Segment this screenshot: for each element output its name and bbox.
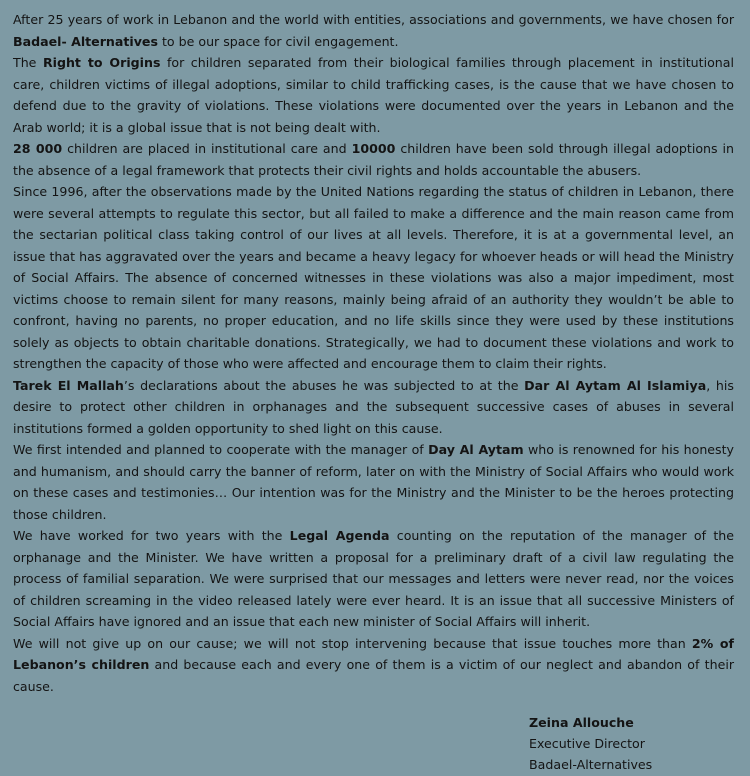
text-run: for children separated from their biological families through placement in institutional care, children victims of illegal adoptions, similar to child trafficking cases, is the cause that we have chosen to defend due to the gravity of violations. These violations were documented over the years in Lebanon and the Arab world; it is a global issue that is not being dealt with. [13,55,734,135]
institution-name: Day Al Aytam [428,442,524,457]
signatory-title: Executive Director [529,736,645,751]
text-run: We first intended and planned to cooperate with the manager of [13,442,429,457]
paragraph-intro [13,9,734,52]
stat-institutional-care: 28 000 [13,141,63,156]
text-run: and because each and every one of them is a victim of our neglect and abandon of their cause. [13,657,734,694]
text-run: ’s declarations about the abuses he was subjected to at the [123,377,525,393]
text-run: We have worked for two years with the [13,528,290,543]
text-run: who is renowned for his honesty and humanism, and should carry the banner of reform, later on with the Ministry of Social Affairs who would work on these cases and testimonies… Our intention was for the Ministry and the Minister to be the heroes protecting those children. [13,442,735,522]
text-run: Since 1996, after the observations made by the United Nations regarding the status of children in Lebanon, there were several attempts to regulate this sector, but all failed to make a difference and the main reason came from the sectarian political class taking control of our lives at all levels. Therefore, it is at a governmental level, an issue that has aggravated over the years and became a heavy legacy for whoever heads or will head the Ministry of Social Affairs. The absence of concerned witnesses in these violations was also a major impediment, most victims choose to remain silent for many reasons, mainly being afraid of an authority they wouldn’t be able to confront, having no parents, no proper education, and no life skills since they were used by these institutions solely as objects to obtain charitable donations. Strategically, we had to document these violations and work to strengthen the capacity of those who were affected and encourage them to claim their rights. [13,184,734,371]
cause-name: Right to Origins [42,55,161,70]
paragraph-legal-agenda [13,525,734,633]
signature-block [529,712,652,775]
paragraph-cooperation [13,439,734,525]
text-run: After 25 years of work in Lebanon and the world with entities, associations and governments, we have chosen for [13,12,734,27]
stat-illegal-adoptions: 10000 [351,141,396,156]
text-run: counting on the reputation of the manager of the orphanage and the Minister. We have written a proposal for a preliminary draft of a civil law regulating the process of familial separation. We were surprised that our messages and letters were never read, nor the voices of children screaming in the video released lately were ever heard. It is an issue that all successive Ministers of Social Affairs have ignored and an issue that each new minister of Social Affairs will inherit. [13,528,735,629]
signatory-name: Zeina Allouche [529,715,634,730]
text-run: to be our space for civil engagement. [157,33,399,49]
text-run: We will not give up on our cause; we will not stop intervening because that issue touches more than [13,635,692,651]
paragraph-history [13,181,734,375]
text-run: children have been sold through illegal adoptions in the absence of a legal framework that protects their civil rights and holds accountable the abusers. [13,141,735,178]
paragraph-right-to-origins [13,52,734,138]
paragraph-commitment [13,633,734,698]
paragraph-tarek [13,375,734,440]
institution-name: Dar Al Aytam Al Islamiya [524,377,707,393]
text-run: , his desire to protect other children in orphanages and the subsequent successive cases of abuses in several institutions formed a golden opportunity to shed light on this cause. [13,377,734,436]
person-name: Tarek El Mallah [13,377,124,393]
signatory-organization: Badael-Alternatives [529,757,653,772]
partner-name: Legal Agenda [289,528,390,543]
org-name: Badael- Alternatives [13,33,158,49]
stat-percentage: 2% of Lebanon’s children [13,635,734,672]
text-run: children are placed in institutional care and [62,141,352,156]
paragraph-statistics [13,138,734,181]
letter-body [13,9,734,697]
text-run: The [13,55,43,70]
